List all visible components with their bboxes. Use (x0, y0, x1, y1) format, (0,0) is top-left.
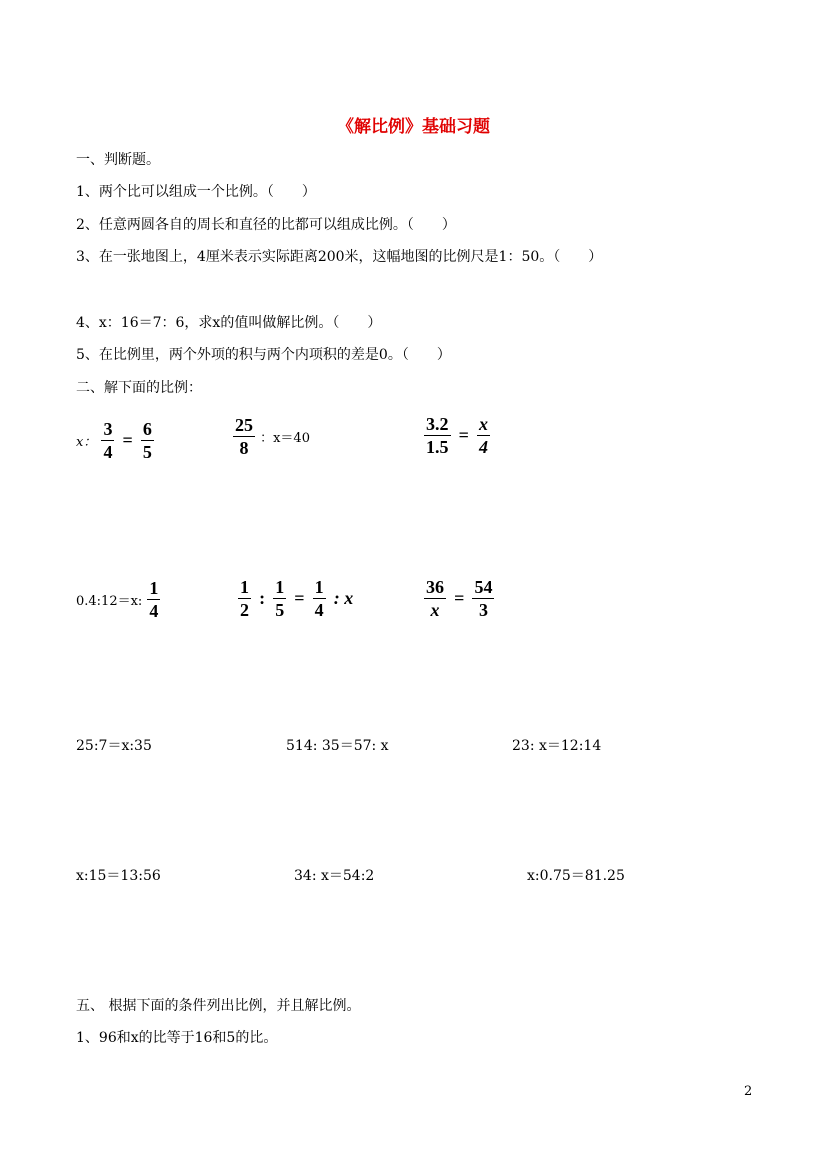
section-heading-judge: 一、判断题。 (76, 152, 160, 168)
proportion-2-1 (76, 577, 160, 622)
proportion-1-3 (424, 413, 490, 458)
fraction: $\frac{1}{5}$ (275, 577, 285, 620)
proportion-1-2 (233, 414, 310, 459)
fraction: $\frac{25}{8}$ (235, 415, 253, 458)
proportion-4-1: x:15＝13:56 (76, 868, 161, 884)
lead-text: x： (76, 435, 97, 450)
fraction: $\frac{x}{4}$ (478, 414, 488, 457)
fraction: $\frac{1}{2}$ (240, 577, 249, 620)
equals-sign: = (294, 588, 305, 608)
page-number: 2 (744, 1084, 753, 1099)
fraction: $\frac{36}{x}$ (426, 577, 444, 620)
fraction: $\frac{6}{5}$ (142, 419, 152, 462)
judge-item-5: 5、在比例里，两个外项的积与两个内项积的差是0。（ ） (76, 347, 451, 363)
proportion-3-1: 25:7＝x:35 (76, 738, 152, 754)
tail-text: ：x＝40 (260, 431, 310, 446)
lead-text: 0.4:12＝x: (76, 594, 143, 609)
proportion-2-2 (238, 576, 356, 621)
equals-sign: = (122, 430, 133, 450)
fraction: $\frac{1}{4}$ (314, 577, 324, 620)
colon-sign: : (259, 588, 266, 608)
section-heading-solve: 二、解下面的比例： (76, 380, 202, 396)
proportion-4-2: 34: x＝54:2 (294, 868, 375, 884)
proportion-3-2: 514: 35＝57: x (286, 738, 389, 754)
proportion-4-3: x:0.75＝81.25 (527, 868, 625, 884)
fraction: $\frac{54}{3}$ (474, 577, 493, 620)
proportion-1-1 (76, 418, 154, 463)
tail-text: : x (333, 588, 354, 608)
judge-item-3: 3、在一张地图上，4厘米表示实际距离200米，这幅地图的比例尺是1：50。（ ） (76, 249, 603, 265)
proportion-2-3 (424, 576, 494, 621)
fraction: $\frac{1}{4}$ (149, 578, 159, 621)
page-title: 《解比例》基础习题 (337, 117, 490, 137)
equals-sign: = (454, 588, 465, 608)
judge-item-4: 4、x：16＝7：6，求x的值叫做解比例。（ ） (76, 315, 382, 331)
section-heading-word-problems: 五、 根据下面的条件列出比例，并且解比例。 (76, 998, 361, 1014)
judge-item-2: 2、任意两圆各自的周长和直径的比都可以组成比例。（ ） (76, 217, 456, 233)
judge-item-1: 1、两个比可以组成一个比例。（ ） (76, 184, 316, 200)
fraction: $\frac{3}{4}$ (103, 419, 113, 462)
fraction: $\frac{3.2}{1.5}$ (426, 414, 449, 457)
equals-sign: = (458, 425, 469, 445)
proportion-3-3: 23: x＝12:14 (512, 738, 602, 754)
word-problem-1: 1、96和x的比等于16和5的比。 (76, 1030, 278, 1046)
